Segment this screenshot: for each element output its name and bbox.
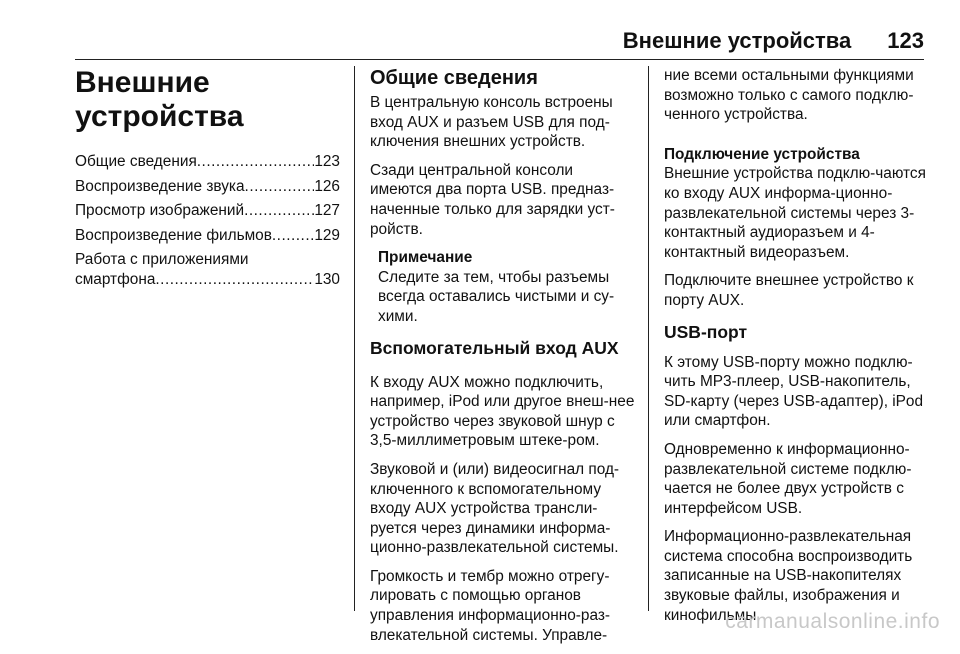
note-text: Следите за тем, чтобы разъемы всегда оставались чистыми и су-хими. xyxy=(378,268,615,325)
paragraph: ние всеми остальными функциями возможно только с самого подклю-ченного устройства. xyxy=(664,67,914,124)
toc-entry[interactable]: Просмотр изображений ..... 127 xyxy=(75,201,340,221)
paragraph: Сзади центральной консоли имеются два порта USB. предназ-наченные только для зарядки уст-ройств. xyxy=(370,161,615,238)
page-header xyxy=(623,28,924,54)
subheading-connect: Подключение устройства xyxy=(664,145,860,163)
paragraph: Звуковой и (или) видеосигнал под-ключенного к вспомогательному входу AUX устройства трансли-руется через динамики информа-ционно-развлекательной системы. xyxy=(370,460,620,557)
column-3 xyxy=(664,66,929,634)
header-title: Внешние устройства xyxy=(622,28,852,53)
toc-entry[interactable]: Работа с приложениями смартфона ..... 130 xyxy=(75,250,340,289)
column-2 xyxy=(370,66,635,654)
watermark: carmanualsonline.info xyxy=(725,610,940,633)
column-divider-2 xyxy=(648,66,649,611)
paragraph: Одновременно к информационно-развлекательной системе подклю-чается не более двух устройств с интерфейсом USB. xyxy=(664,440,912,517)
subsection-heading-usb: USB-порт xyxy=(664,321,748,342)
paragraph: В центральную консоль встроены вход AUX и разъем USB для под-ключения внешних устройств. xyxy=(370,94,613,151)
column-1 xyxy=(75,66,340,295)
toc-entry[interactable]: Общие сведения ..... 123 xyxy=(75,152,340,172)
paragraph: Информационно-развлекательная система способна воспроизводить записанные на USB-накопителях звуковые файлы, изображения и кинофильмы. xyxy=(664,528,913,624)
paragraph: Подключите внешнее устройство к порту AUX. xyxy=(664,272,914,309)
column-divider-1 xyxy=(354,66,355,611)
toc-entry[interactable]: Воспроизведение звука ..... 126 xyxy=(75,177,340,197)
note-title: Примечание xyxy=(378,249,473,267)
toc-entry[interactable]: Воспроизведение фильмов ..... 129 xyxy=(75,226,340,246)
paragraph: Громкость и тембр можно отрегу-лировать с помощью органов управления информационно-раз-влекательной системы. Управле- xyxy=(370,567,611,644)
section-heading: Общие сведения xyxy=(370,67,538,89)
paragraph: Внешние устройства подклю-чаются ко входу AUX информа-ционно-развлекательной системы через 3-контактный аудиоразъем и 4-контактный видеоразъем. xyxy=(664,165,926,261)
note-box xyxy=(370,248,635,326)
header-rule xyxy=(75,59,924,60)
paragraph: К этому USB-порту можно подклю-чить MP3-плеер, USB-накопитель, SD-карту (через USB-адаптер), iPod или смартфон. xyxy=(664,353,924,430)
paragraph: К входу AUX можно подключить, например, iPod или другое внеш-нее устройство через звуковой шнур с 3,5-миллиметровым штеке-ром. xyxy=(370,373,635,450)
page-number: 123 xyxy=(887,28,924,53)
subsection-heading: Вспомогательный вход AUX xyxy=(370,337,619,358)
chapter-title: Внешние устройства xyxy=(75,66,244,133)
